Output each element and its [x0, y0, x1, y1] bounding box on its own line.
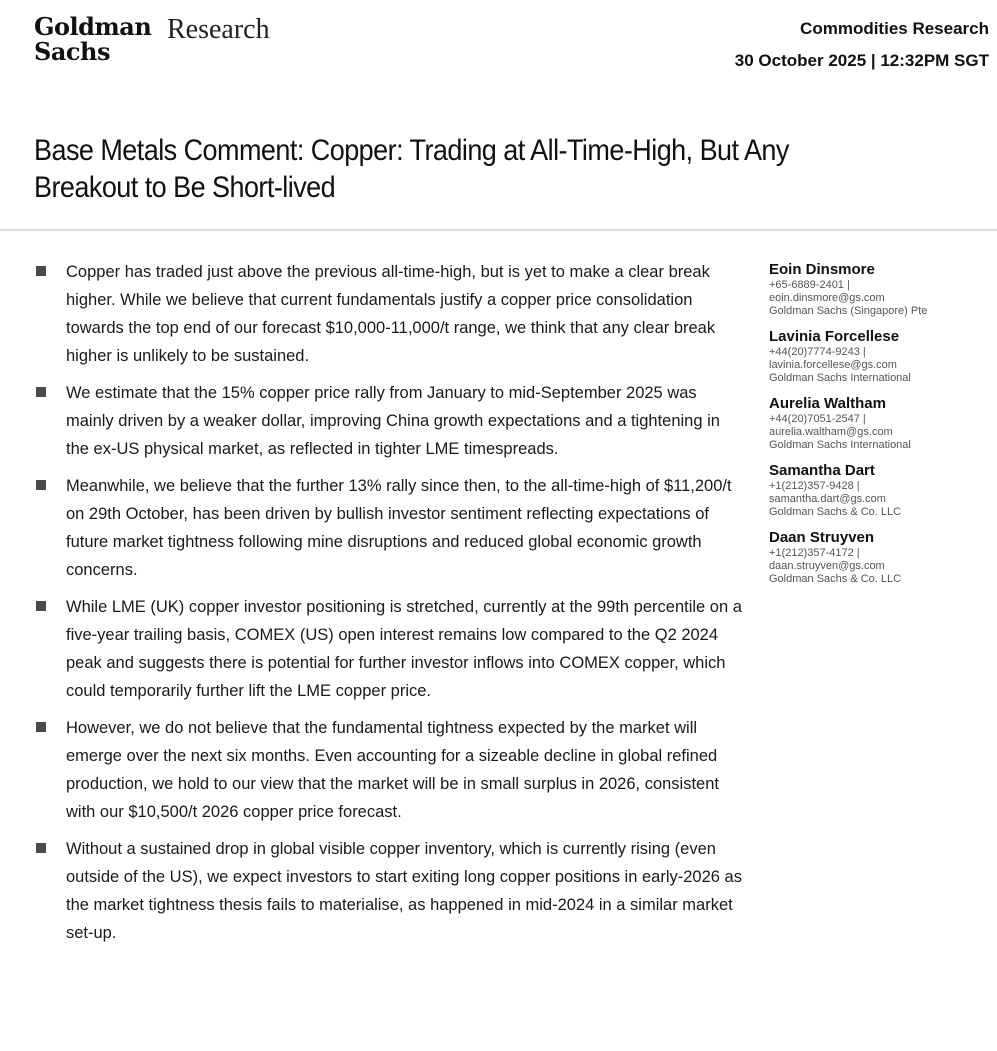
square-bullet-icon	[36, 387, 46, 397]
square-bullet-icon	[36, 601, 46, 611]
key-point-text: Copper has traded just above the previous all-time-high, but is yet to make a clear break higher. While we believe that current fundamentals justify a copper price consolidation towards the top end of our forecast $10,000-11,000/t range, we think that any clear break higher is unlikely to be sustained.	[66, 263, 716, 365]
author-entity: Goldman Sachs & Co. LLC	[769, 506, 902, 518]
author-entity: Goldman Sachs International	[769, 372, 911, 384]
author-entity: Goldman Sachs & Co. LLC	[769, 573, 902, 585]
header-divider	[0, 229, 997, 231]
author-name: Lavinia Forcellese	[769, 328, 900, 345]
key-point-text: While LME (UK) copper investor positioning is stretched, currently at the 99th percentile on a five-year trailing basis, COMEX (US) open interest remains low compared to the Q2 2024 peak and suggests there is potential for further investor inflows into COMEX copper, which could temporarily further lift the LME copper price.	[66, 598, 742, 700]
key-point-text: Without a sustained drop in global visible copper inventory, which is currently rising (even outside of the US), we expect investors to start exiting long copper positions in early-2026 as the market tightness thesis fails to materialise, as happened in mid-2024 in a similar market set-up.	[66, 840, 742, 942]
author-name: Aurelia Waltham	[769, 395, 886, 412]
report-title: Base Metals Comment: Copper: Trading at All-Time-High, But Any Breakout to Be Short-lived	[34, 134, 789, 204]
author-card	[769, 328, 989, 385]
logo-line-goldman: Goldman	[34, 12, 152, 41]
author-name: Daan Struyven	[769, 529, 875, 546]
author-card	[769, 261, 989, 318]
author-name: Samantha Dart	[769, 462, 875, 479]
square-bullet-icon	[36, 722, 46, 732]
key-point	[34, 472, 744, 584]
goldman-sachs-logo	[34, 14, 151, 64]
author-email[interactable]: eoin.dinsmore@gs.com	[769, 292, 885, 304]
square-bullet-icon	[36, 480, 46, 490]
key-point	[34, 714, 744, 826]
key-point	[34, 593, 744, 705]
author-name: Eoin Dinsmore	[769, 261, 875, 278]
report-date-time: 30 October 2025 | 12:32PM SGT	[734, 51, 989, 70]
key-point-text: However, we do not believe that the fundamental tightness expected by the market will emerge over the next six months. Even accounting for a sizeable decline in global refined production, we hold to our view that the market will be in small surplus in 2026, consistent with our $10,500/t 2026 copper price forecast.	[66, 719, 719, 821]
key-point-text: Meanwhile, we believe that the further 13% rally since then, to the all-time-high of $11,200/t on 29th October, has been driven by bullish investor sentiment reflecting expectations of future market tightness following mine disruptions and reduced global economic growth concerns.	[66, 477, 732, 579]
author-email[interactable]: samantha.dart@gs.com	[769, 493, 886, 505]
key-point	[34, 835, 744, 947]
author-phone[interactable]: +65-6889-2401 |	[769, 279, 850, 291]
author-email[interactable]: lavinia.forcellese@gs.com	[769, 359, 897, 371]
author-phone[interactable]: +1(212)357-4172 |	[769, 547, 860, 559]
author-card	[769, 395, 989, 452]
key-point	[34, 258, 744, 370]
square-bullet-icon	[36, 266, 46, 276]
author-entity: Goldman Sachs (Singapore) Pte	[769, 305, 928, 317]
logo-line-sachs: Sachs	[34, 37, 110, 66]
key-point	[34, 379, 744, 463]
author-email[interactable]: aurelia.waltham@gs.com	[769, 426, 893, 438]
author-phone[interactable]: +1(212)357-9428 |	[769, 480, 860, 492]
report-meta	[735, 17, 989, 73]
research-label: Research	[167, 14, 270, 45]
key-point-text: We estimate that the 15% copper price rally from January to mid-September 2025 was mainly driven by a weaker dollar, improving China growth expectations and a tightening in the ex-US physical market, as reflected in tighter LME timespreads.	[66, 384, 720, 458]
author-email[interactable]: daan.struyven@gs.com	[769, 560, 885, 572]
author-card	[769, 529, 989, 586]
author-phone[interactable]: +44(20)7774-9243 |	[769, 346, 866, 358]
authors-sidebar	[769, 261, 989, 596]
square-bullet-icon	[36, 843, 46, 853]
author-phone[interactable]: +44(20)7051-2547 |	[769, 413, 866, 425]
key-points-list	[34, 258, 744, 956]
report-type: Commodities Research	[800, 19, 989, 38]
author-entity: Goldman Sachs International	[769, 439, 911, 451]
author-card	[769, 462, 989, 519]
